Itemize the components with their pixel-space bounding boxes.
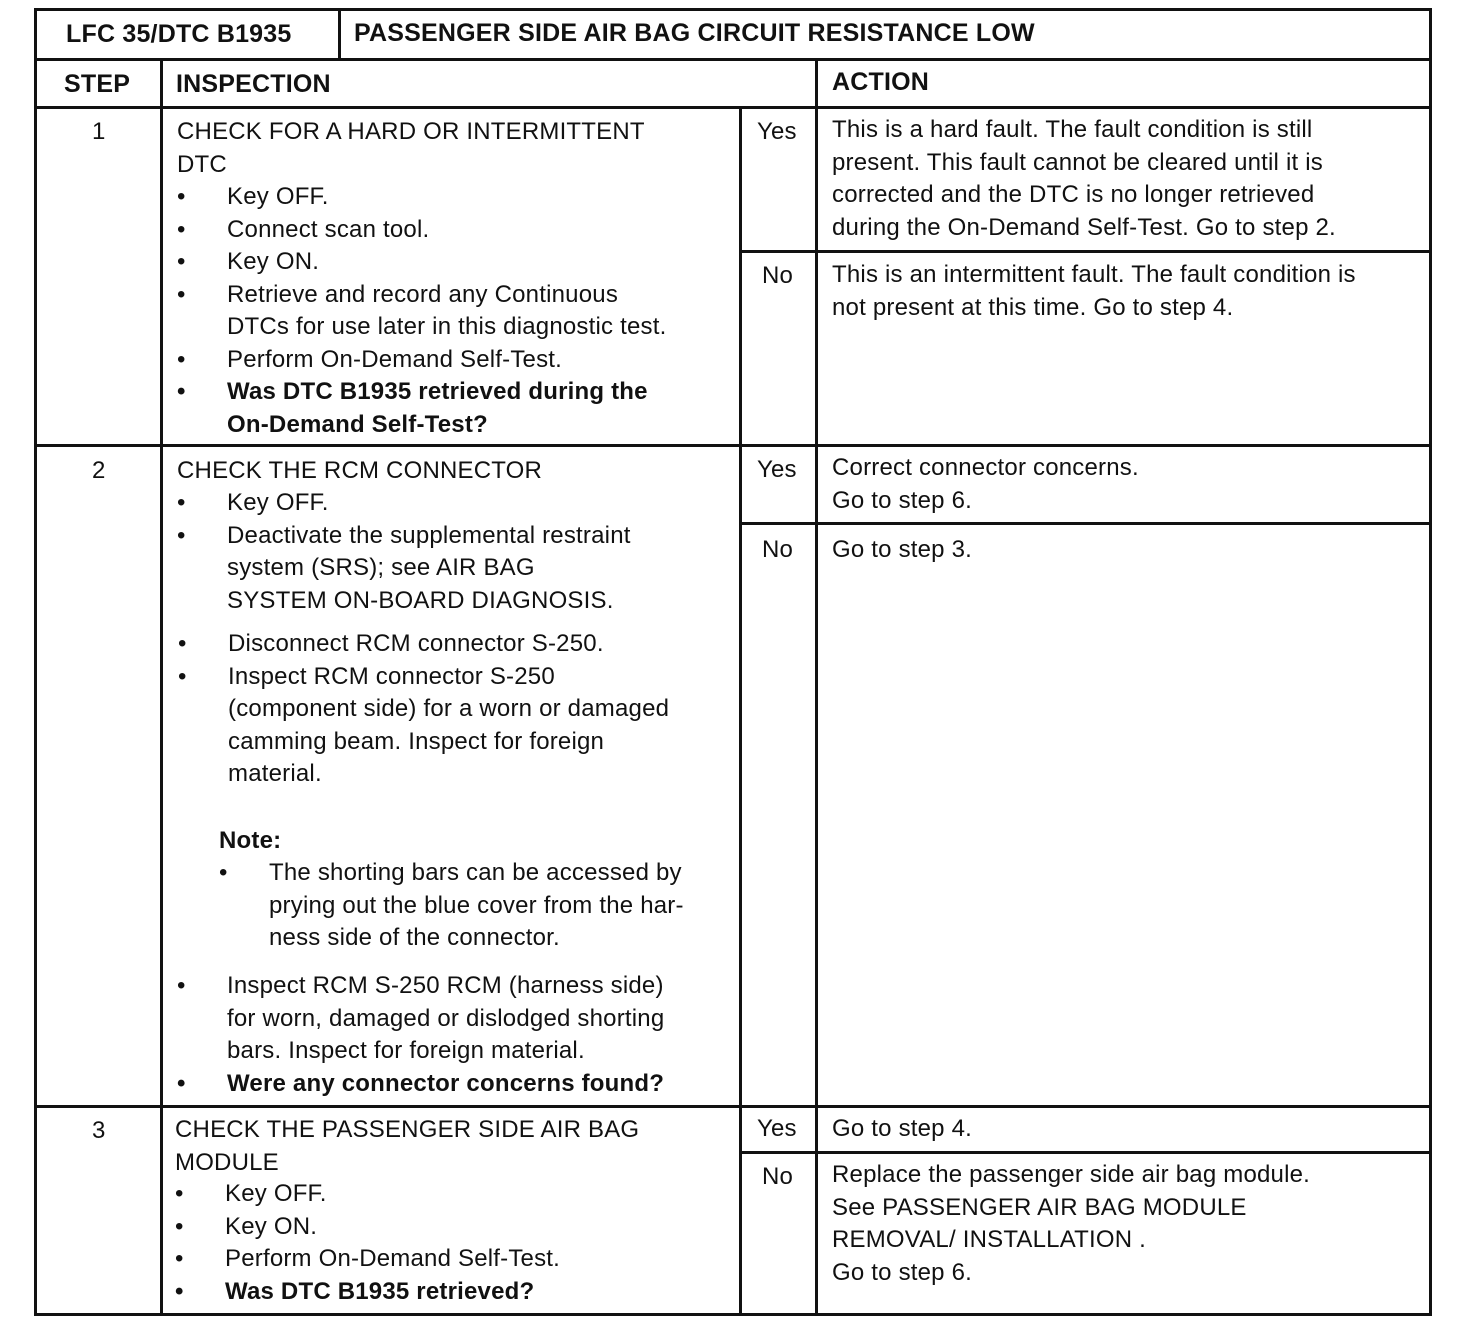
rule-action-column — [815, 58, 818, 1316]
rule-step1-bottom — [34, 444, 1432, 447]
step-3-bullets — [175, 1178, 735, 1308]
bullet-item: • Perform On-Demand Self-Test. — [177, 344, 737, 377]
note-label: Note: — [219, 827, 282, 854]
header-code: LFC 35/DTC B1935 — [66, 20, 292, 48]
rule-header-bottom — [34, 58, 1432, 61]
rule-columns-bottom — [34, 106, 1432, 109]
rule-header-divider — [338, 8, 341, 60]
bullet-question: • Was DTC B1935 retrieved? — [175, 1276, 735, 1309]
step-number: 3 — [92, 1117, 106, 1144]
bullet-item: • Connect scan tool. — [177, 214, 737, 247]
yes-action: Go to step 4. — [832, 1115, 973, 1142]
yes-label: Yes — [757, 456, 797, 483]
no-label: No — [762, 536, 794, 563]
no-action: This is an intermittent fault. The fault condition is not present at this time. Go to step 4. — [832, 261, 1356, 321]
bullet-question: • Was DTC B1935 retrieved during the On-Demand Self-Test? — [177, 376, 737, 441]
step-number: 2 — [92, 457, 106, 484]
rule-step1-yes-bottom — [740, 250, 1432, 253]
no-label: No — [762, 262, 794, 289]
yes-label: Yes — [757, 118, 797, 145]
yes-label: Yes — [757, 1115, 797, 1142]
bullet-item: • Perform On-Demand Self-Test. — [175, 1243, 735, 1276]
no-action: Go to step 3. — [832, 536, 973, 563]
yes-action: This is a hard fault. The fault condition is still present. This fault cannot be cleared until it is corrected and the DTC is no longer retrieved during the On-Demand Self-Test. Go to step 2. — [832, 116, 1336, 241]
yes-action: Correct connector concerns. Go to step 6. — [832, 454, 1139, 514]
bullet-question: • Were any connector concerns found? — [177, 1068, 737, 1101]
step-title: CHECK THE PASSENGER SIDE AIR BAG MODULE — [175, 1116, 640, 1176]
bullet-item: • Key OFF. — [177, 181, 737, 214]
column-step: STEP — [64, 70, 131, 98]
step-title: CHECK THE RCM CONNECTOR — [177, 457, 543, 484]
bullet-item: • Retrieve and record any Continuous DTCs for use later in this diagnostic test. — [177, 279, 737, 344]
column-inspection: INSPECTION — [176, 70, 331, 98]
step-2-bullets-c — [177, 970, 737, 1100]
note-bullets — [219, 857, 735, 955]
rule-yesno-left — [739, 106, 742, 1316]
rule-step3-yes-bottom — [740, 1151, 1432, 1154]
step-title: CHECK FOR A HARD OR INTERMITTENT DTC — [177, 118, 645, 178]
bullet-item: • Deactivate the supplemental restraint system (SRS); see AIR BAG SYSTEM ON-BOARD DIAGNOSIS. — [177, 520, 737, 618]
bullet-item: • Key OFF. — [177, 487, 737, 520]
no-label: No — [762, 1163, 794, 1190]
header-title: PASSENGER SIDE AIR BAG CIRCUIT RESISTANCE LOW — [354, 19, 1035, 47]
step-number: 1 — [92, 118, 106, 145]
bullet-item: • Disconnect RCM connector S-250. — [178, 628, 738, 661]
bullet-item: • Inspect RCM S-250 RCM (harness side) for worn, damaged or dislodged shorting bars. Inspect for foreign material. — [177, 970, 737, 1068]
rule-step-column — [160, 58, 163, 1316]
bullet-item: • Key ON. — [177, 246, 737, 279]
step-1-bullets — [177, 181, 737, 441]
rule-step2-yes-bottom — [740, 522, 1432, 525]
rule-step2-bottom — [34, 1105, 1432, 1108]
step-2-bullets-b — [178, 628, 738, 791]
note-bullet: • The shorting bars can be accessed by prying out the blue cover from the har- ness side of the connector. — [219, 857, 735, 955]
bullet-item: • Key ON. — [175, 1211, 735, 1244]
column-action: ACTION — [832, 68, 930, 96]
no-action: Replace the passenger side air bag module. See PASSENGER AIR BAG MODULE REMOVAL/ INSTALLATION . Go to step 6. — [832, 1161, 1311, 1286]
step-2-bullets-a — [177, 487, 737, 617]
bullet-item: • Key OFF. — [175, 1178, 735, 1211]
bullet-item: • Inspect RCM connector S-250 (component side) for a worn or damaged camming beam. Inspect for foreign material. — [178, 661, 738, 791]
